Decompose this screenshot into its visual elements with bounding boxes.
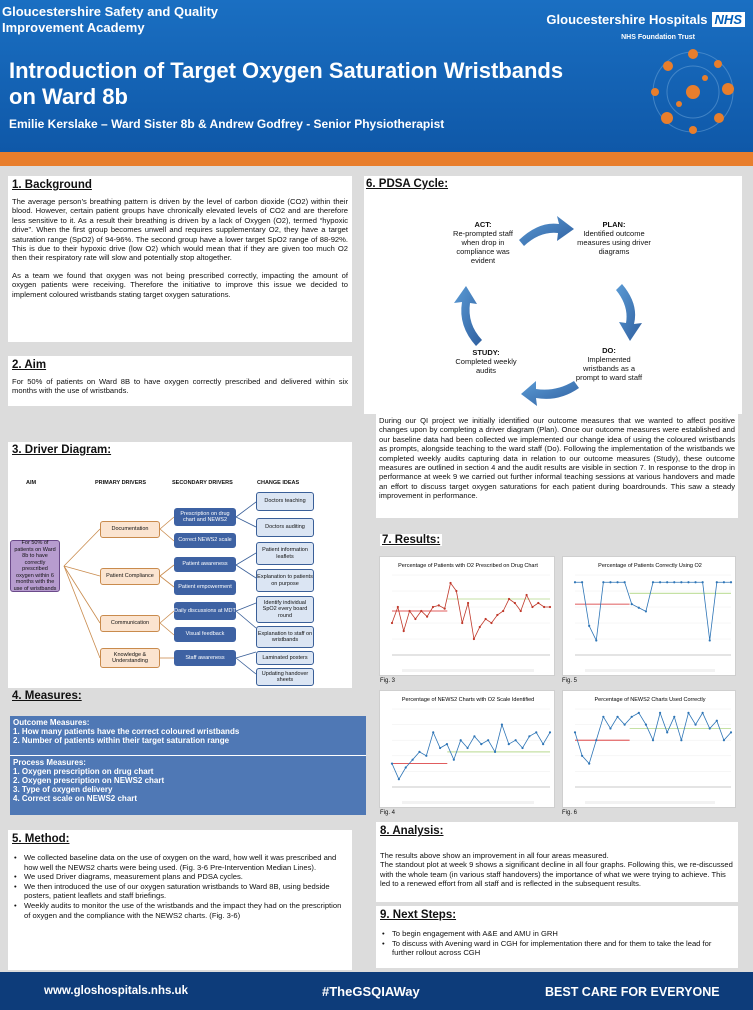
pdsa-study: STUDY: Completed weekly audits <box>455 348 517 375</box>
footer-hashtag: #TheGSQIAWay <box>322 984 420 999</box>
fig4-label: Fig. 4 <box>380 810 396 816</box>
secondary-driver-7: Staff awareness <box>174 650 236 666</box>
trust-name: NHS Foundation Trust <box>621 34 695 41</box>
data-point <box>666 731 668 733</box>
data-point <box>652 581 654 583</box>
data-point <box>723 739 725 741</box>
data-point <box>479 626 481 628</box>
data-point <box>694 724 696 726</box>
chart-fig5-svg <box>563 557 737 677</box>
aim-heading: 2. Aim <box>12 359 47 371</box>
next-step-item: • To discuss with Avening ward in CGH for implementation there and for them to take the lead for further rollout across CGH <box>380 939 734 958</box>
data-point <box>638 607 640 609</box>
method-item: • Weekly audits to monitor the use of the wristbands and the impact they had on the prescription of oxygen and the compliance with the NEWS2 charts. (Fig. 3-6) <box>12 901 348 920</box>
data-point <box>609 581 611 583</box>
data-point <box>652 739 654 741</box>
process-measures <box>10 756 366 815</box>
data-point <box>403 630 405 632</box>
data-point <box>602 716 604 718</box>
outcome-item: 1. How many patients have the correct coloured wristbands <box>13 727 240 736</box>
col-change: CHANGE IDEAS <box>257 480 300 486</box>
data-point <box>716 720 718 722</box>
secondary-driver-1: Prescription on drug chart and NEWS2 <box>174 508 236 526</box>
process-item: 2. Oxygen prescription on NEWS2 chart <box>13 776 165 785</box>
driver-diagram-panel <box>8 442 352 688</box>
data-point <box>624 724 626 726</box>
data-point <box>525 594 527 596</box>
data-point <box>460 739 462 741</box>
change-idea-3: Patient information leaflets <box>256 542 314 565</box>
analysis-p2: The standout plot at week 9 shows a significant decline in all four graphs. Following this, we re-discussed with the whole team (in various staff handovers) the importance of what we were trying to achieve. This led to a renewed effort from all staff and is reflected in the subsequent results. <box>380 860 733 889</box>
data-point <box>418 751 420 753</box>
background-p2: As a team we found that oxygen was not being prescribed correctly, impacting the amount of oxygen patients were receiving. Therefore the initiative to improve this issue we decided to implement coloured wristbands stating target oxygen saturations. <box>12 270 348 299</box>
pdsa-panel <box>364 176 742 414</box>
data-point <box>694 581 696 583</box>
data-point <box>535 731 537 733</box>
change-idea-1: Doctors teaching <box>256 492 314 511</box>
data-point <box>631 603 633 605</box>
data-point <box>494 751 496 753</box>
nhs-logo: NHS <box>712 12 745 27</box>
data-point <box>542 743 544 745</box>
method-list <box>12 853 348 920</box>
analysis-heading: 8. Analysis: <box>380 825 444 837</box>
pdsa-do: DO: Implemented wristbands as a prompt to ward staff <box>575 346 643 382</box>
data-point <box>490 622 492 624</box>
primary-driver-4: Knowledge & Understanding <box>100 648 160 668</box>
data-point <box>391 763 393 765</box>
data-point <box>673 716 675 718</box>
hospital-name: Gloucestershire Hospitals NHS <box>546 12 745 27</box>
method-item: • We then introduced the use of our oxygen saturation wristbands to Ward 8B, using bedside posters, patient leaflets and staff briefings. <box>12 882 348 901</box>
footer-slogan: BEST CARE FOR EVERYONE <box>545 985 720 999</box>
data-point <box>432 606 434 608</box>
chart-fig5 <box>562 556 736 676</box>
data-point <box>461 622 463 624</box>
change-idea-7: Laminated posters <box>256 651 314 665</box>
change-idea-4: Explanation to patients on purpose <box>256 569 314 592</box>
chart-fig3-svg <box>380 557 556 677</box>
pdsa-text-panel <box>376 414 738 518</box>
chart-fig4 <box>379 690 555 808</box>
data-point <box>602 581 604 583</box>
data-point <box>709 727 711 729</box>
data-point <box>588 625 590 627</box>
data-point <box>405 766 407 768</box>
fig5-label: Fig. 5 <box>562 678 578 684</box>
data-point <box>514 602 516 604</box>
process-title: Process Measures: <box>13 758 86 767</box>
academy-name: Gloucestershire Safety and Quality Improvement Academy <box>2 4 219 35</box>
results-heading: 7. Results: <box>382 534 441 546</box>
data-point <box>595 639 597 641</box>
change-idea-8: Updating handover sheets <box>256 668 314 686</box>
method-heading: 5. Method: <box>12 833 70 845</box>
data-point <box>702 712 704 714</box>
data-point <box>574 581 576 583</box>
data-point <box>543 606 545 608</box>
data-point <box>480 743 482 745</box>
poster-header <box>0 0 753 152</box>
poster-footer <box>0 972 753 1010</box>
data-point <box>508 743 510 745</box>
data-point <box>723 581 725 583</box>
accent-strip <box>0 152 753 166</box>
next-step-item: • To begin engagement with A&E and AMU in GRH <box>380 929 734 939</box>
data-point <box>666 581 668 583</box>
data-point <box>502 610 504 612</box>
data-point <box>528 735 530 737</box>
data-point <box>414 618 416 620</box>
data-point <box>659 581 661 583</box>
data-point <box>581 581 583 583</box>
analysis-panel <box>376 822 738 902</box>
data-point <box>473 735 475 737</box>
legend-strip <box>585 669 715 672</box>
data-point <box>702 581 704 583</box>
secondary-driver-3: Patient awareness <box>174 557 236 572</box>
data-point <box>473 638 475 640</box>
data-point <box>616 581 618 583</box>
data-point <box>426 616 428 618</box>
data-point <box>638 712 640 714</box>
data-point <box>730 581 732 583</box>
data-point <box>432 731 434 733</box>
aim-text: For 50% of patients on Ward 8B to have oxygen correctly prescribed and delivered within six months with the use of wristbands. <box>12 377 348 396</box>
process-item: 3. Type of oxygen delivery <box>13 785 113 794</box>
outcome-title: Outcome Measures: <box>13 718 90 727</box>
data-point <box>687 581 689 583</box>
pdsa-cycle-arrows-icon <box>364 176 742 414</box>
secondary-driver-4: Patient empowerment <box>174 580 236 595</box>
outcome-measures <box>10 716 366 756</box>
data-point <box>595 739 597 741</box>
data-point <box>680 581 682 583</box>
data-point <box>438 604 440 606</box>
measures-heading-panel <box>8 688 352 714</box>
secondary-driver-6: Visual feedback <box>174 627 236 642</box>
change-idea-5: Identify individual SpO2 every board round <box>256 596 314 623</box>
fig3-label: Fig. 3 <box>380 678 396 684</box>
outcome-item: 2. Number of patients within their target saturation range <box>13 736 230 745</box>
col-secondary: SECONDARY DRIVERS <box>172 480 233 486</box>
poster-authors: Emilie Kerslake – Ward Sister 8b & Andrew Godfrey - Senior Physiotherapist <box>9 117 445 131</box>
data-point <box>531 606 533 608</box>
data-point <box>709 639 711 641</box>
data-point <box>520 610 522 612</box>
analysis-p1: The results above show an improvement in all four areas measured. <box>380 851 609 860</box>
background-panel <box>8 176 352 342</box>
academy-logo-icon <box>633 44 743 134</box>
driver-heading: 3. Driver Diagram: <box>12 444 112 456</box>
data-point <box>453 759 455 761</box>
measures-heading: 4. Measures: <box>12 690 82 702</box>
change-idea-6: Explanation to staff on wristbands <box>256 626 314 648</box>
data-point <box>588 763 590 765</box>
col-primary: PRIMARY DRIVERS <box>95 480 147 486</box>
data-point <box>581 755 583 757</box>
aim-box: For 50% of patients on Ward 8b to have correctly prescribed oxygen within 6 months with the use of wristbands <box>10 540 60 592</box>
next-steps-heading: 9. Next Steps: <box>380 909 457 921</box>
pdsa-heading: 6. PDSA Cycle: <box>366 178 449 190</box>
data-point <box>412 759 414 761</box>
method-panel <box>8 830 352 970</box>
data-point <box>716 581 718 583</box>
data-point <box>549 606 551 608</box>
data-point <box>624 581 626 583</box>
data-point <box>515 739 517 741</box>
data-point <box>609 727 611 729</box>
measures-box <box>10 716 366 815</box>
secondary-driver-2: Correct NEWS2 scale <box>174 533 236 548</box>
data-point <box>521 747 523 749</box>
data-point <box>449 582 451 584</box>
chart-fig4-svg <box>380 691 556 809</box>
data-point <box>425 755 427 757</box>
primary-driver-1: Documentation <box>100 521 160 538</box>
data-point <box>673 581 675 583</box>
data-point <box>549 731 551 733</box>
chart-title: Percentage of NEWS2 Charts with O2 Scale Identified <box>401 697 535 703</box>
pdsa-act: ACT: Re-prompted staff when drop in compliance was evident <box>453 220 513 265</box>
data-point <box>446 743 448 745</box>
data-point <box>645 724 647 726</box>
data-point <box>455 590 457 592</box>
pdsa-text: During our QI project we initially identified our outcome measures that we wanted to affect positive changes upon by completing a driver diagram (Plan). Once our outcome measures were established and our baseline data had been collected we implemented our change idea of using the coloured wristbands as prompts, alongside teaching to the ward staff (Do). Following the implementation of the wristbands we completed weekly audits capturing data in relation to our outcome measures (Study), these outcome measures are outlined in section 4 and the audit results are visible in section 7. In response to the drop in performance at week 9 we carried out further informal teaching sessions at various handovers and made an effort to discuss target oxygen saturations for each patient during boardrounds. This saw a steady improvement in performance. <box>379 416 735 501</box>
secondary-driver-5: Daily discussions at MDT <box>174 602 236 620</box>
poster-title: Introduction of Target Oxygen Saturation Wristbands on Ward 8b <box>9 58 564 109</box>
data-point <box>398 778 400 780</box>
primary-driver-3: Communication <box>100 615 160 632</box>
chart-title: Percentage of Patients Correctly Using O2 <box>598 563 702 569</box>
process-item: 4. Correct scale on NEWS2 chart <box>13 794 138 803</box>
data-point <box>616 716 618 718</box>
method-item: • We used Driver diagrams, measurement plans and PDSA cycles. <box>12 872 348 882</box>
footer-website[interactable]: www.gloshospitals.nhs.uk <box>44 985 188 997</box>
data-point <box>680 739 682 741</box>
data-point <box>730 731 732 733</box>
data-point <box>537 602 539 604</box>
change-idea-2: Doctors auditing <box>256 518 314 537</box>
data-point <box>485 618 487 620</box>
method-item: • We collected baseline data on the use of oxygen on the ward, how well it was prescribed and how well the NEWS2 charts were being used. (Fig. 3-6 Pre-Intervention Median Lines). <box>12 853 348 872</box>
legend-strip <box>585 801 715 804</box>
legend-strip <box>402 801 534 804</box>
primary-driver-2: Patient Compliance <box>100 568 160 585</box>
data-point <box>391 622 393 624</box>
chart-fig3 <box>379 556 555 676</box>
process-item: 1. Oxygen prescription on drug chart <box>13 767 154 776</box>
data-point <box>659 712 661 714</box>
col-aim: AIM <box>26 480 37 486</box>
data-point <box>631 716 633 718</box>
chart-fig6 <box>562 690 736 808</box>
chart-title: Percentage of NEWS2 Charts Used Correctly <box>594 697 706 703</box>
data-point <box>439 747 441 749</box>
background-heading: 1. Background <box>12 179 92 191</box>
data-point <box>397 606 399 608</box>
data-point <box>466 747 468 749</box>
data-point <box>508 598 510 600</box>
data-point <box>444 608 446 610</box>
data-point <box>574 731 576 733</box>
chart-fig6-svg <box>563 691 737 809</box>
poster-body <box>0 166 753 972</box>
next-steps-panel <box>376 906 738 968</box>
next-steps-list <box>380 929 734 958</box>
data-point <box>501 724 503 726</box>
data-point <box>420 610 422 612</box>
data-point <box>408 610 410 612</box>
fig6-label: Fig. 6 <box>562 810 578 816</box>
data-point <box>496 614 498 616</box>
aim-panel <box>8 356 352 406</box>
legend-strip <box>402 669 534 672</box>
chart-title: Percentage of Patients with O2 Prescribed on Drug Chart <box>398 563 538 569</box>
data-point <box>687 712 689 714</box>
background-p1: The average person’s breathing pattern is driven by the level of carbon dioxide (CO2) within their blood. However, certain patient groups have chronically elevated levels of CO2 and are therefore less sensitive to it. As a result their breathing is driven by a lack of Oxygen (O2), termed “hypoxic drive”. When the first group becomes unwell and requires supplementary O2, they have a target saturation range (SpO2) of 94-96%. The second group have a lower target SpO2 range of 88-92%. This is due to their hypoxic drive (low O2) which would mean that if they are given too much O2 then their respiratory rate will slow and potentially stop altogether. <box>12 197 348 263</box>
data-point <box>467 602 469 604</box>
data-point <box>487 739 489 741</box>
data-point <box>645 610 647 612</box>
pdsa-plan: PLAN: Identified outcome measures using driver diagrams <box>577 220 651 256</box>
